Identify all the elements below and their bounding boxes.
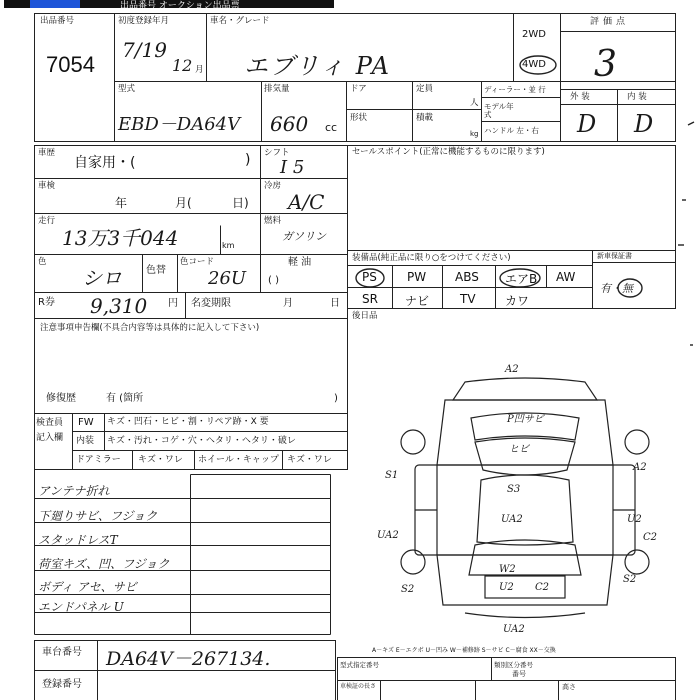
- mileage-value: 13万3千044: [62, 226, 179, 250]
- equip-abs: ABS: [455, 270, 479, 284]
- chassis-label: 車台番号: [42, 647, 82, 658]
- aircon-label: 冷房: [264, 181, 282, 191]
- score-value: 3: [594, 44, 617, 85]
- name-change-label: 名変期限: [191, 298, 231, 309]
- note-6: エンドパネル U: [38, 600, 124, 614]
- registration-label: 登録番号: [42, 679, 82, 690]
- inspection-day: 日): [232, 196, 249, 210]
- inspector-row1: キズ・凹石・ヒビ・割・リペア跡・X 要: [107, 417, 269, 427]
- mark-c2-right: C2: [643, 532, 658, 543]
- recycle-unit: 円: [168, 298, 178, 309]
- car-name-value: エブリィ PA: [244, 52, 391, 80]
- aircon-value: A/C: [288, 190, 325, 214]
- door-label: ドア: [350, 84, 367, 94]
- mark-ua2-mid: UA2: [501, 514, 523, 525]
- model-year-label: モデル年式: [484, 102, 514, 119]
- bottom-label-a: 型式指定番号: [340, 661, 379, 669]
- displacement-unit: cc: [325, 121, 338, 134]
- inspection-label: 車検: [38, 181, 56, 191]
- lot-number: 7054: [46, 52, 95, 77]
- usage-close: ): [245, 152, 251, 168]
- repair-value: 有 (箇所: [106, 393, 144, 404]
- bottom-label-e: 番号: [512, 670, 526, 678]
- mark-s3: S3: [507, 484, 521, 495]
- score-label: 評価点: [590, 17, 630, 27]
- dealer-label: ディーラー・並 行: [484, 85, 546, 94]
- note-4: 荷室キズ、凹、フジョク: [38, 557, 170, 571]
- light-oil-label: 軽 油: [288, 257, 312, 268]
- equip-pw: PW: [407, 270, 427, 284]
- name-change-day: 日: [330, 298, 340, 309]
- color-value: シロ: [82, 266, 122, 290]
- usage-value: 自家用・(: [74, 155, 136, 171]
- interior-label: 内 装: [627, 92, 647, 102]
- car-name-label: 車名・グレード: [210, 16, 270, 26]
- mark-s2-left: S2: [401, 584, 415, 595]
- inspection-year: 年: [115, 196, 128, 210]
- equip-leather: カワ: [505, 294, 530, 308]
- equip-ps: PS: [362, 270, 377, 284]
- color-label: 色: [38, 257, 47, 267]
- warranty-value: 有・無: [600, 282, 633, 295]
- notes-label: 注意事項申告欄(不具合内容等は具体的に記入して下さい): [40, 323, 260, 333]
- car-damage-diagram: [375, 364, 675, 635]
- color-code-label: 色コード: [180, 257, 215, 267]
- note-1: アンテナ折れ: [38, 484, 110, 498]
- inspector-interior: 内装: [76, 436, 95, 446]
- warranty-label: 新車保証書: [597, 252, 632, 260]
- load-unit: kg: [470, 130, 479, 138]
- bottom-label-d: 高さ: [562, 683, 576, 691]
- shift-value: I 5: [280, 157, 305, 178]
- bottom-label-b: 類別区分番号: [494, 661, 533, 669]
- shape-label: 形状: [350, 113, 368, 123]
- capacity-unit: 人: [470, 98, 479, 108]
- inspector-row3a: キズ・ワレ: [138, 455, 183, 465]
- model-value: EBD－DA64V: [118, 114, 241, 135]
- inspection-month: 月(: [175, 196, 192, 210]
- inspector-row3c: キズ・ワレ: [287, 455, 332, 465]
- exterior-value: D: [577, 110, 597, 138]
- equipment-label: 装備品(純正品に限り○をつけてください): [352, 253, 511, 263]
- note-3: スタッドレスT: [38, 533, 118, 547]
- inspector-row3b: ホイール・キャップ: [198, 455, 279, 465]
- mark-ua2-bottom: UA2: [503, 624, 525, 635]
- load-label: 積載: [416, 113, 434, 123]
- inspector-fw: FW: [78, 417, 94, 428]
- inspector-mirror: ドアミラー: [76, 455, 121, 465]
- recycle-label: R券: [38, 297, 55, 308]
- chassis-value: DA64V－267134.: [106, 648, 271, 670]
- fuel-label: 燃料: [264, 216, 282, 226]
- first-reg-label: 初度登録年月: [118, 16, 170, 26]
- fuel-value: ガソリン: [282, 230, 326, 243]
- mark-u2-rear: U2: [499, 582, 514, 593]
- damage-legend: A－キズ E－エクボ U－凹み W－補修跡 S－サビ C－腐食 XX－交換: [372, 647, 556, 654]
- post-item-label: 後日品: [352, 311, 378, 321]
- first-reg-year: 7/19: [122, 38, 167, 62]
- interior-value: D: [634, 110, 654, 138]
- note-5: ボディ アセ、サビ: [38, 580, 137, 594]
- shift-label: シフト: [264, 148, 290, 158]
- mark-a2-right: A2: [633, 462, 647, 473]
- color-code-value: 26U: [208, 268, 247, 289]
- first-reg-month-unit: 月: [195, 65, 204, 75]
- drive-4wd: 4WD: [522, 59, 546, 70]
- inspector-row2: キズ・汚れ・コゲ・穴・ヘタリ・ヘタリ・破レ: [107, 436, 296, 446]
- lot-label: 出品番号: [40, 16, 75, 26]
- header-title: 出品番号 オークション出品票: [120, 1, 240, 11]
- exterior-label: 外 装: [570, 92, 590, 102]
- mark-w2: W2: [499, 564, 516, 575]
- repair-close: ): [334, 393, 338, 404]
- equip-navi: ナビ: [405, 294, 430, 308]
- mark-s1: S1: [385, 470, 399, 481]
- displacement-value: 660: [270, 112, 309, 136]
- mark-hibi: ヒビ: [509, 444, 529, 455]
- model-label: 型式: [118, 84, 136, 94]
- equip-airbag: エアB: [505, 272, 538, 286]
- light-oil-paren: ( ): [268, 275, 279, 286]
- drive-2wd: 2WD: [522, 29, 546, 40]
- mark-s2-right: S2: [623, 574, 637, 585]
- mileage-label: 走行: [38, 216, 56, 226]
- mark-p-sabi: P凹サビ: [507, 414, 544, 425]
- mark-ua2-left: UA2: [377, 530, 399, 541]
- first-reg-month: 12: [172, 56, 193, 75]
- equip-aw: AW: [556, 270, 576, 284]
- color-change-label: 色替: [146, 265, 166, 276]
- equip-sr: SR: [362, 292, 378, 306]
- usage-label: 車歴: [38, 148, 56, 158]
- mileage-unit: km: [222, 241, 235, 250]
- inspector-label-1: 検査員: [36, 418, 64, 428]
- recycle-value: 9,310: [90, 294, 148, 318]
- repair-label: 修復歴: [46, 393, 76, 404]
- bottom-label-c: 車検証の長さ: [340, 683, 377, 690]
- name-change-month: 月: [283, 298, 293, 309]
- sales-points-label: セールスポイント(正常に機能するものに限ります): [352, 147, 545, 157]
- equip-tv: TV: [460, 292, 476, 306]
- note-2: 下廻りサビ、フジョク: [38, 509, 158, 523]
- mark-c2-rear: C2: [535, 582, 550, 593]
- inspector-label-2: 記入欄: [36, 433, 64, 443]
- mark-a2-top: A2: [505, 364, 519, 375]
- mark-u2-right: U2: [627, 514, 642, 525]
- displacement-label: 排気量: [264, 84, 290, 94]
- capacity-label: 定員: [416, 84, 434, 94]
- handle-label: ハンドル 左・右: [484, 126, 539, 135]
